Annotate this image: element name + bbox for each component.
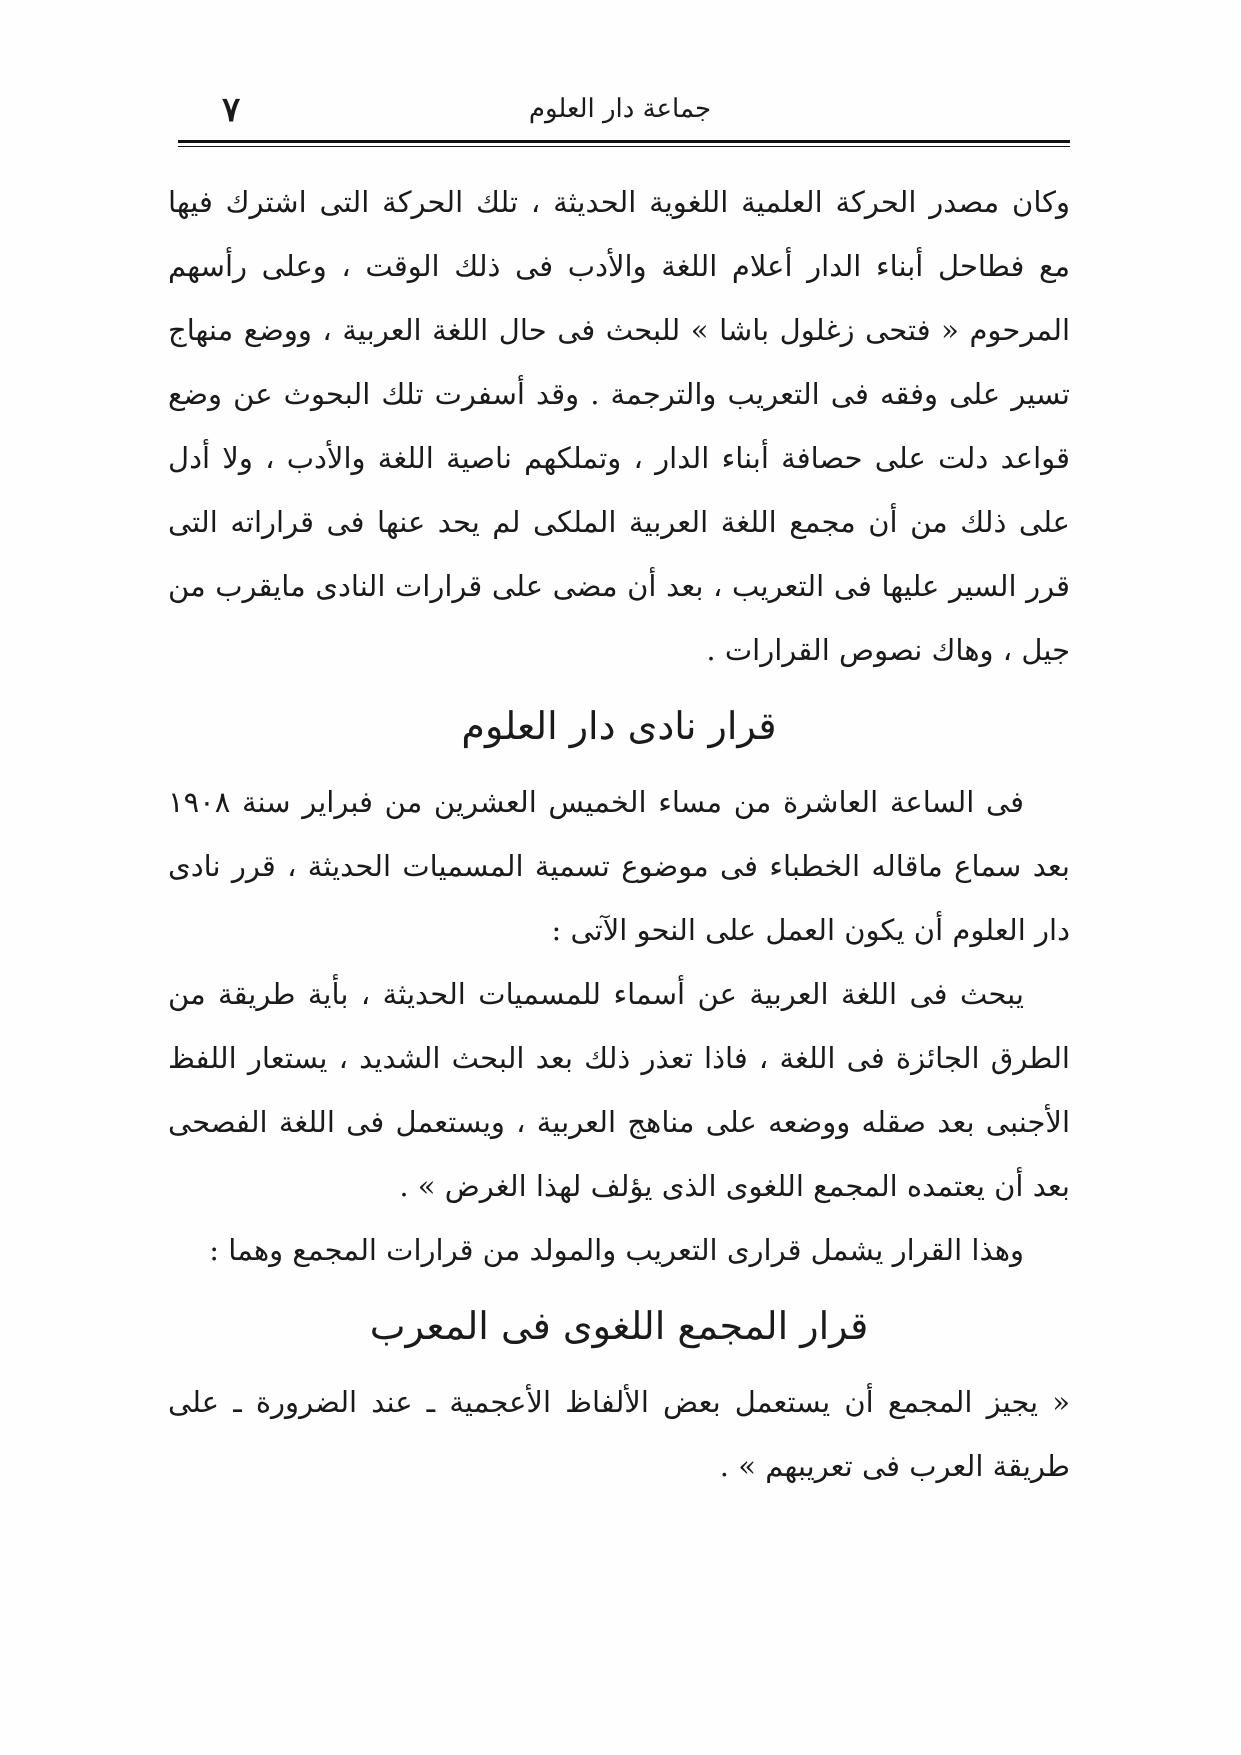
body-text (168, 170, 1070, 1498)
paragraph-meeting: فى الساعة العاشرة من مساء الخميس العشرين من فبراير سنة ١٩٠٨ بعد سماع ماقاله الخطباء فى موضوع تسمية المسميات الحديثة ، قرر نادى دار العلوم أن يكون العمل على النحو الآتى : (168, 785, 1070, 947)
header-rule (178, 140, 1070, 143)
paragraph-scope: وهذا القرار يشمل قرارى التعريب والمولد من قرارات المجمع وهما : (209, 1233, 1024, 1267)
section-heading-club-decision: قرار نادى دار العلوم (461, 704, 777, 748)
page-number: ٧ (222, 90, 241, 130)
paragraph-intro: وكان مصدر الحركة العلمية اللغوية الحديثة ، تلك الحركة التى اشترك فيها مع فطاحل أبناء الدار أعلام اللغة والأدب فى ذلك الوقت ، وعلى رأسهم المرحوم « فتحى زغلول باشا » للبحث فى حال اللغة العربية ، ووضع منهاج تسير على وفقه فى التعريب والترجمة . وقد أسفرت تلك البحوث عن وضع قواعد دلت على حصافة أبناء الدار ، وتملكهم ناصية اللغة والأدب ، ولا أدل على ذلك من أن مجمع اللغة العربية الملكى لم يحد عنها فى قراراته التى قرر السير عليها فى التعريب ، بعد أن مضى على قرارات النادى مايقرب من جيل ، وهاك نصوص القرارات . (168, 185, 1070, 667)
running-header (170, 88, 1070, 138)
section-heading-academy-decision: قرار المجمع اللغوى فى المعرب (369, 1304, 869, 1348)
paragraph-academy-text: « يجيز المجمع أن يستعمل بعض الألفاظ الأعجمية ـ عند الضرورة ـ على طريقة العرب فى تعريبهم » . (168, 1385, 1070, 1483)
running-title: جماعة دار العلوم (528, 94, 712, 124)
paragraph-decision-text: يبحث فى اللغة العربية عن أسماء للمسميات الحديثة ، بأية طريقة من الطرق الجائزة فى اللغة ، فاذا تعذر ذلك بعد البحث الشديد ، يستعار اللفظ الأجنبى بعد صقله ووضعه على مناهج العربية ، ويستعمل فى اللغة الفصحى بعد أن يعتمده المجمع اللغوى الذى يؤلف لهذا الغرض » . (168, 977, 1070, 1203)
